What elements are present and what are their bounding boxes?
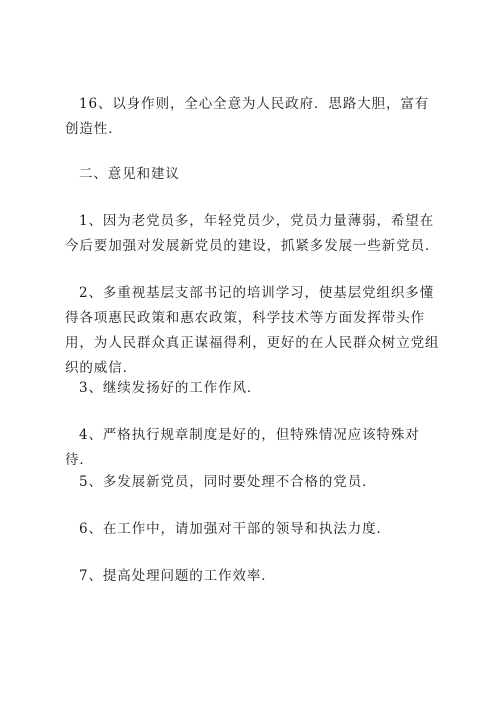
paragraph-item-3: 3、继续发扬好的工作作风． (79, 380, 262, 396)
paragraph-item-5: 5、多发展新党员，同时要处理不合格的党员． (79, 474, 377, 490)
paragraph-item-2: 2、多重视基层支部书记的培训学习，使基层党组织多懂得各项惠民政策和惠农政策，科学技术等方面发挥带头作用，为人民群众真正谋福得利，更好的在人民群众树立党组织的威信． (65, 285, 440, 376)
paragraph-item-7: 7、提高处理问题的工作效率． (79, 568, 276, 584)
paragraph-item-4: 4、严格执行规章制度是好的，但特殊情况应该特殊对待． (65, 427, 420, 468)
paragraph-item-6: 6、在工作中，请加强对干部的领导和执法力度． (79, 521, 391, 537)
paragraph-16: 16、以身作则，全心全意为人民政府．思路大胆，富有创造性． (65, 96, 430, 137)
section-heading-opinions: 二、意见和建议 (79, 166, 180, 182)
paragraph-item-1: 1、因为老党员多，年轻党员少，党员力量薄弱，希望在今后要加强对发展新党员的建设，抓紧多发展一些新党员． (65, 213, 440, 254)
